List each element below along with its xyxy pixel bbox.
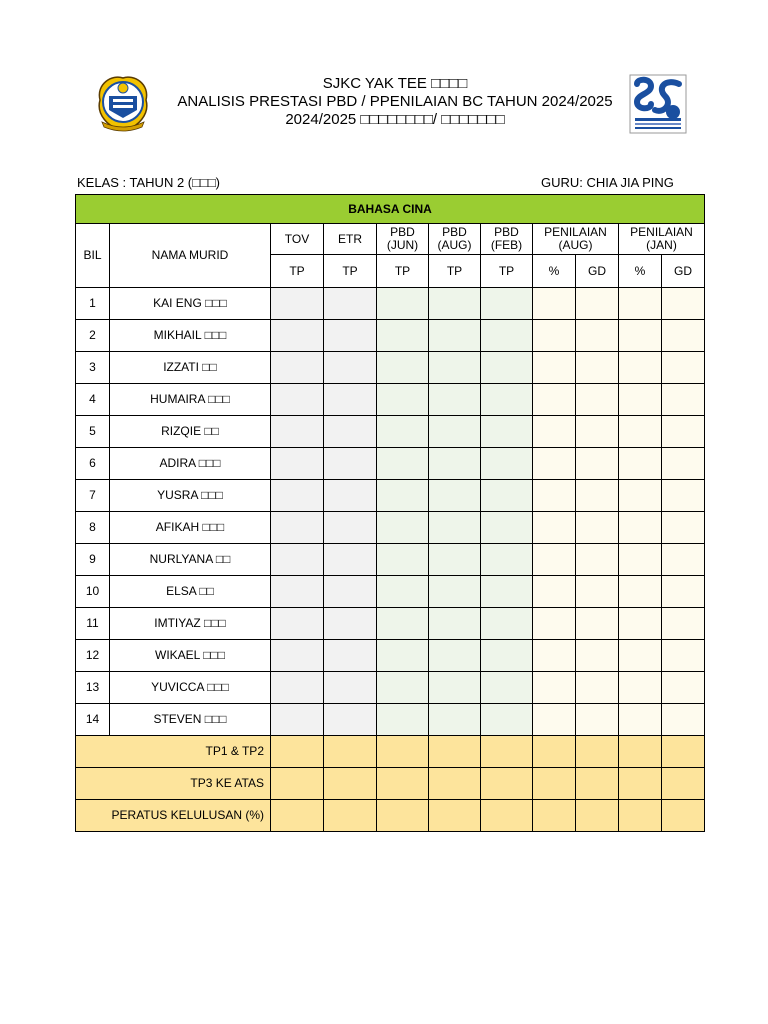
tov-cell[interactable] [271, 448, 324, 480]
pen-aug-pct-cell[interactable] [533, 352, 576, 384]
tov-cell[interactable] [271, 352, 324, 384]
student-number: 5 [76, 416, 110, 448]
pbd-jun-cell[interactable] [377, 416, 429, 448]
etr-cell[interactable] [324, 576, 377, 608]
school-name: SJKC YAK TEE □□□□ [322, 75, 468, 92]
pen-jan-gd-cell[interactable] [662, 480, 705, 512]
pbd-feb-cell[interactable] [481, 704, 533, 736]
pen-jan-gd-cell[interactable] [662, 544, 705, 576]
header-pbd-jun: PBD (JUN) [377, 224, 429, 255]
summary-cell[interactable] [429, 800, 481, 832]
subheader-tp: TP [271, 255, 324, 288]
pen-jan-gd-cell[interactable] [662, 384, 705, 416]
pbd-feb-cell[interactable] [481, 576, 533, 608]
table-row [76, 608, 705, 640]
summary-cell[interactable] [662, 736, 705, 768]
summary-cell[interactable] [533, 736, 576, 768]
pen-jan-pct-cell[interactable] [619, 544, 662, 576]
pbd-jun-cell[interactable] [377, 480, 429, 512]
pen-jan-gd-cell[interactable] [662, 576, 705, 608]
pen-aug-pct-cell[interactable] [533, 576, 576, 608]
table-row [76, 416, 705, 448]
student-name: HUMAIRA □□□ [110, 384, 271, 416]
pbd-jun-cell[interactable] [377, 544, 429, 576]
pbd-jun-cell[interactable] [377, 320, 429, 352]
pbd-feb-cell[interactable] [481, 384, 533, 416]
pbd-aug-cell[interactable] [429, 608, 481, 640]
tov-cell[interactable] [271, 416, 324, 448]
student-number: 11 [76, 608, 110, 640]
pbd-feb-cell[interactable] [481, 480, 533, 512]
pen-aug-gd-cell[interactable] [576, 608, 619, 640]
student-name: AFIKAH □□□ [110, 512, 271, 544]
table-row [76, 672, 705, 704]
pen-jan-pct-cell[interactable] [619, 512, 662, 544]
summary-label: PERATUS KELULUSAN (%) [76, 800, 271, 832]
pen-jan-pct-cell[interactable] [619, 416, 662, 448]
pen-aug-gd-cell[interactable] [576, 448, 619, 480]
pbd-aug-cell[interactable] [429, 352, 481, 384]
pbd-feb-cell[interactable] [481, 608, 533, 640]
pen-jan-gd-cell[interactable] [662, 512, 705, 544]
tov-cell[interactable] [271, 288, 324, 320]
etr-cell[interactable] [324, 672, 377, 704]
pbd-aug-cell[interactable] [429, 640, 481, 672]
pen-aug-gd-cell[interactable] [576, 480, 619, 512]
summary-tp3-above-row [76, 768, 705, 800]
etr-cell[interactable] [324, 640, 377, 672]
report-subtitle: 2024/2025 □□□□□□□□/ □□□□□□□ [285, 111, 505, 128]
table-row [76, 480, 705, 512]
tov-cell[interactable] [271, 640, 324, 672]
pen-aug-pct-cell[interactable] [533, 672, 576, 704]
table-row [76, 288, 705, 320]
pbd-feb-cell[interactable] [481, 672, 533, 704]
summary-cell[interactable] [533, 768, 576, 800]
tov-cell[interactable] [271, 480, 324, 512]
summary-cell[interactable] [481, 736, 533, 768]
pen-aug-gd-cell[interactable] [576, 384, 619, 416]
pen-jan-gd-cell[interactable] [662, 672, 705, 704]
tov-cell[interactable] [271, 672, 324, 704]
pen-jan-pct-cell[interactable] [619, 320, 662, 352]
subheader-percent: % [619, 255, 662, 288]
tov-cell[interactable] [271, 320, 324, 352]
pen-jan-pct-cell[interactable] [619, 608, 662, 640]
pen-jan-gd-cell[interactable] [662, 608, 705, 640]
header-etr: ETR [324, 224, 377, 255]
etr-cell[interactable] [324, 512, 377, 544]
etr-cell[interactable] [324, 384, 377, 416]
pen-aug-pct-cell[interactable] [533, 544, 576, 576]
pbd-aug-cell[interactable] [429, 320, 481, 352]
pen-aug-pct-cell[interactable] [533, 384, 576, 416]
pen-jan-pct-cell[interactable] [619, 448, 662, 480]
student-name: ADIRA □□□ [110, 448, 271, 480]
summary-cell[interactable] [429, 768, 481, 800]
summary-label: TP1 & TP2 [76, 736, 271, 768]
header-bil: BIL [76, 224, 110, 288]
student-number: 6 [76, 448, 110, 480]
pbd-jun-cell[interactable] [377, 672, 429, 704]
table-row [76, 544, 705, 576]
summary-cell[interactable] [576, 800, 619, 832]
pen-jan-pct-cell[interactable] [619, 640, 662, 672]
pbd-feb-cell[interactable] [481, 352, 533, 384]
header-tov: TOV [271, 224, 324, 255]
pen-jan-pct-cell[interactable] [619, 288, 662, 320]
summary-cell[interactable] [377, 736, 429, 768]
pbd-aug-cell[interactable] [429, 704, 481, 736]
header-nama-murid: NAMA MURID [110, 224, 271, 288]
student-number: 3 [76, 352, 110, 384]
summary-cell[interactable] [533, 800, 576, 832]
student-name: IMTIYAZ □□□ [110, 608, 271, 640]
summary-cell[interactable] [324, 736, 377, 768]
pen-aug-pct-cell[interactable] [533, 512, 576, 544]
assessment-table [75, 194, 705, 832]
summary-cell[interactable] [619, 800, 662, 832]
student-number: 14 [76, 704, 110, 736]
pbd-aug-cell[interactable] [429, 544, 481, 576]
pen-aug-gd-cell[interactable] [576, 288, 619, 320]
pen-jan-pct-cell[interactable] [619, 672, 662, 704]
school-crest-icon [92, 70, 154, 134]
etr-cell[interactable] [324, 480, 377, 512]
summary-cell[interactable] [481, 768, 533, 800]
teacher-label: GURU: CHIA JIA PING [541, 175, 674, 190]
pbd-jun-cell[interactable] [377, 288, 429, 320]
student-name: MIKHAIL □□□ [110, 320, 271, 352]
pen-aug-pct-cell[interactable] [533, 480, 576, 512]
pbd-aug-cell[interactable] [429, 672, 481, 704]
pen-jan-pct-cell[interactable] [619, 704, 662, 736]
tov-cell[interactable] [271, 608, 324, 640]
tov-cell[interactable] [271, 576, 324, 608]
summary-cell[interactable] [271, 736, 324, 768]
pbd-jun-cell[interactable] [377, 704, 429, 736]
pen-aug-pct-cell[interactable] [533, 608, 576, 640]
summary-cell[interactable] [662, 800, 705, 832]
pbd-feb-cell[interactable] [481, 544, 533, 576]
etr-cell[interactable] [324, 416, 377, 448]
pbd-aug-cell[interactable] [429, 448, 481, 480]
student-name: IZZATI □□ [110, 352, 271, 384]
student-name: YUVICCA □□□ [110, 672, 271, 704]
pen-jan-pct-cell[interactable] [619, 352, 662, 384]
table-row [76, 448, 705, 480]
etr-cell[interactable] [324, 544, 377, 576]
pbd-feb-cell[interactable] [481, 512, 533, 544]
pbd-aug-cell[interactable] [429, 480, 481, 512]
pen-jan-gd-cell[interactable] [662, 704, 705, 736]
pen-aug-gd-cell[interactable] [576, 704, 619, 736]
pen-aug-pct-cell[interactable] [533, 448, 576, 480]
header-pbd-feb: PBD (FEB) [481, 224, 533, 255]
pen-jan-gd-cell[interactable] [662, 320, 705, 352]
pbd-jun-cell[interactable] [377, 608, 429, 640]
pen-aug-pct-cell[interactable] [533, 704, 576, 736]
pbd-aug-cell[interactable] [429, 288, 481, 320]
summary-cell[interactable] [377, 800, 429, 832]
student-number: 13 [76, 672, 110, 704]
pen-jan-gd-cell[interactable] [662, 448, 705, 480]
table-row [76, 352, 705, 384]
table-row [76, 384, 705, 416]
header-penilaian-jan: PENILAIAN (JAN) [619, 224, 705, 255]
student-name: WIKAEL □□□ [110, 640, 271, 672]
pbd-feb-cell[interactable] [481, 288, 533, 320]
tov-cell[interactable] [271, 544, 324, 576]
summary-tp1-tp2-row [76, 736, 705, 768]
subheader-tp: TP [429, 255, 481, 288]
subheader-gd: GD [576, 255, 619, 288]
pen-jan-gd-cell[interactable] [662, 288, 705, 320]
pen-aug-gd-cell[interactable] [576, 544, 619, 576]
pbd-feb-cell[interactable] [481, 640, 533, 672]
student-name: STEVEN □□□ [110, 704, 271, 736]
pen-aug-pct-cell[interactable] [533, 640, 576, 672]
pbd-jun-cell[interactable] [377, 576, 429, 608]
pen-jan-gd-cell[interactable] [662, 416, 705, 448]
table-row [76, 640, 705, 672]
pbd-jun-cell[interactable] [377, 512, 429, 544]
summary-cell[interactable] [576, 768, 619, 800]
summary-cell[interactable] [271, 768, 324, 800]
pbd-feb-cell[interactable] [481, 416, 533, 448]
pen-aug-gd-cell[interactable] [576, 416, 619, 448]
tov-cell[interactable] [271, 512, 324, 544]
etr-cell[interactable] [324, 320, 377, 352]
tov-cell[interactable] [271, 384, 324, 416]
pen-jan-gd-cell[interactable] [662, 352, 705, 384]
summary-cell[interactable] [377, 768, 429, 800]
summary-cell[interactable] [619, 768, 662, 800]
etr-cell[interactable] [324, 608, 377, 640]
etr-cell[interactable] [324, 704, 377, 736]
pen-aug-gd-cell[interactable] [576, 512, 619, 544]
summary-cell[interactable] [324, 800, 377, 832]
document-header [150, 75, 640, 129]
student-number: 7 [76, 480, 110, 512]
table-row [76, 704, 705, 736]
report-title: ANALISIS PRESTASI PBD / PPENILAIAN BC TAHUN 2024/2025 [177, 93, 613, 110]
pbd-aug-cell[interactable] [429, 576, 481, 608]
student-number: 12 [76, 640, 110, 672]
student-number: 2 [76, 320, 110, 352]
table-row [76, 576, 705, 608]
student-number: 9 [76, 544, 110, 576]
pbd-feb-cell[interactable] [481, 448, 533, 480]
pen-aug-gd-cell[interactable] [576, 352, 619, 384]
subheader-tp: TP [377, 255, 429, 288]
summary-cell[interactable] [481, 800, 533, 832]
class-label: KELAS : TAHUN 2 (□□□) [77, 175, 220, 190]
pen-jan-pct-cell[interactable] [619, 384, 662, 416]
pen-aug-gd-cell[interactable] [576, 576, 619, 608]
student-name: NURLYANA □□ [110, 544, 271, 576]
summary-pass-rate-row [76, 800, 705, 832]
summary-cell[interactable] [576, 736, 619, 768]
summary-cell[interactable] [429, 736, 481, 768]
header-pbd-aug: PBD (AUG) [429, 224, 481, 255]
subheader-percent: % [533, 255, 576, 288]
summary-cell[interactable] [324, 768, 377, 800]
student-number: 8 [76, 512, 110, 544]
pen-jan-pct-cell[interactable] [619, 576, 662, 608]
tov-cell[interactable] [271, 704, 324, 736]
pen-aug-gd-cell[interactable] [576, 320, 619, 352]
student-number: 4 [76, 384, 110, 416]
subheader-gd: GD [662, 255, 705, 288]
summary-cell[interactable] [662, 768, 705, 800]
summary-cell[interactable] [619, 736, 662, 768]
pen-jan-pct-cell[interactable] [619, 480, 662, 512]
summary-cell[interactable] [271, 800, 324, 832]
student-name: KAI ENG □□□ [110, 288, 271, 320]
pbd-aug-cell[interactable] [429, 384, 481, 416]
student-number: 10 [76, 576, 110, 608]
pen-aug-gd-cell[interactable] [576, 640, 619, 672]
anniversary-25-emblem-icon [629, 74, 687, 134]
subheader-tp: TP [324, 255, 377, 288]
etr-cell[interactable] [324, 448, 377, 480]
summary-label: TP3 KE ATAS [76, 768, 271, 800]
pen-aug-gd-cell[interactable] [576, 672, 619, 704]
subheader-tp: TP [481, 255, 533, 288]
student-name: ELSA □□ [110, 576, 271, 608]
pen-aug-pct-cell[interactable] [533, 288, 576, 320]
pbd-jun-cell[interactable] [377, 352, 429, 384]
pen-aug-pct-cell[interactable] [533, 320, 576, 352]
student-name: YUSRA □□□ [110, 480, 271, 512]
subject-header: BAHASA CINA [76, 195, 705, 224]
table-row [76, 320, 705, 352]
header-penilaian-aug: PENILAIAN (AUG) [533, 224, 619, 255]
pen-jan-gd-cell[interactable] [662, 640, 705, 672]
etr-cell[interactable] [324, 352, 377, 384]
pbd-aug-cell[interactable] [429, 512, 481, 544]
pbd-jun-cell[interactable] [377, 384, 429, 416]
pbd-aug-cell[interactable] [429, 416, 481, 448]
pbd-jun-cell[interactable] [377, 448, 429, 480]
student-name: RIZQIE □□ [110, 416, 271, 448]
etr-cell[interactable] [324, 288, 377, 320]
pen-aug-pct-cell[interactable] [533, 416, 576, 448]
pbd-feb-cell[interactable] [481, 320, 533, 352]
pbd-jun-cell[interactable] [377, 640, 429, 672]
table-row [76, 512, 705, 544]
student-number: 1 [76, 288, 110, 320]
